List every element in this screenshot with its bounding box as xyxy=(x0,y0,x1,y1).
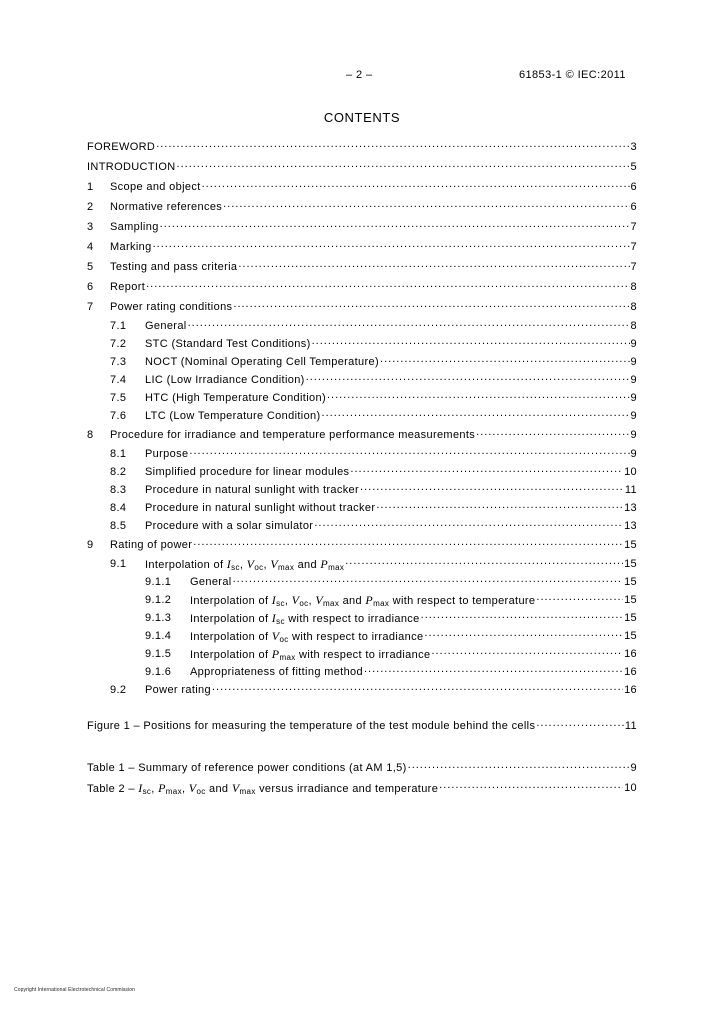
leader-dots xyxy=(153,238,630,250)
toc-entry-title: STC (Standard Test Conditions) xyxy=(145,338,311,350)
leader-dots xyxy=(188,317,630,329)
figure-title: Figure 1 – Positions for measuring the temperature of the test module behind the cells xyxy=(87,720,536,732)
page-title: CONTENTS xyxy=(323,110,401,125)
toc-entry-page: 7 xyxy=(630,261,637,273)
copyright-footer: Copyright International Electrotechnical Commission xyxy=(14,987,135,993)
toc-entry-6[interactable] xyxy=(87,277,637,297)
toc-entry-page: 15 xyxy=(624,612,637,624)
toc-entry-page: 15 xyxy=(624,630,637,642)
leader-dots xyxy=(312,335,630,347)
toc-entry-number: 8.3 xyxy=(110,484,127,496)
toc-entry-title: Report xyxy=(110,281,146,293)
toc-entry-page: 15 xyxy=(624,558,637,570)
leader-dots xyxy=(424,627,623,639)
toc-entry-8-5[interactable] xyxy=(87,517,637,535)
leader-dots xyxy=(380,353,630,365)
leader-dots xyxy=(193,536,623,548)
leader-dots xyxy=(306,371,630,383)
toc-entry-page: 9 xyxy=(630,374,637,386)
toc-entry-number: 7 xyxy=(87,301,94,313)
toc-entry-title: NOCT (Nominal Operating Cell Temperature) xyxy=(145,356,380,368)
toc-entry-page: 9 xyxy=(630,338,637,350)
leader-dots xyxy=(146,278,629,290)
toc-entry-number: 7.4 xyxy=(110,374,127,386)
toc-entry-9-2[interactable] xyxy=(87,681,637,699)
toc-entry-4[interactable] xyxy=(87,237,637,257)
leader-dots xyxy=(327,389,630,401)
leader-dots xyxy=(212,681,623,693)
toc-entry-7-4[interactable] xyxy=(87,371,637,389)
toc-entry-9[interactable] xyxy=(87,535,637,555)
leader-dots xyxy=(536,717,624,729)
toc-entry-number: 8.5 xyxy=(110,520,127,532)
toc-entry-9-1-6[interactable] xyxy=(87,663,637,681)
toc-entry-number: 7.6 xyxy=(110,410,127,422)
toc-entry-page: 8 xyxy=(630,281,637,293)
leader-dots xyxy=(322,407,630,419)
toc-entry-title: General xyxy=(145,320,187,332)
toc-entry-title: General xyxy=(190,576,232,588)
toc-entry-number: 9.2 xyxy=(110,684,127,696)
toc-entry-7-6[interactable] xyxy=(87,407,637,425)
toc-entry-number: 9.1.1 xyxy=(145,576,172,588)
toc-entry-number: 8 xyxy=(87,429,94,441)
toc-entry-page: 9 xyxy=(630,448,637,460)
standard-identifier: 61853-1 © IEC:2011 xyxy=(519,69,626,81)
toc-entry-number: 8.2 xyxy=(110,466,127,478)
toc-entry-number: 9.1.4 xyxy=(145,630,172,642)
toc-entry-number: 1 xyxy=(87,181,94,193)
toc-entry-number: 7.5 xyxy=(110,392,127,404)
toc-entry-page: 13 xyxy=(624,502,637,514)
toc-entry-page: 11 xyxy=(624,484,637,496)
toc-entry-introduction[interactable] xyxy=(87,157,637,177)
toc-entry-page: 3 xyxy=(630,141,637,153)
toc-entry-page: 13 xyxy=(624,520,637,532)
toc-entry-number: 9 xyxy=(87,539,94,551)
toc-entry-8-2[interactable] xyxy=(87,463,637,481)
toc-entry-title: Rating of power xyxy=(110,539,193,551)
toc-entry-title: FOREWORD xyxy=(87,141,156,153)
toc-entry-title: Power rating xyxy=(145,684,211,696)
toc-entry-number: 7.1 xyxy=(110,320,127,332)
toc-entry-number: 9.1.3 xyxy=(145,612,172,624)
toc-entry-title: Procedure for irradiance and temperature performance measurements xyxy=(110,429,476,441)
leader-dots xyxy=(233,573,623,585)
toc-entry-9-1-2[interactable] xyxy=(87,591,637,609)
toc-entry-9-1-4[interactable] xyxy=(87,627,637,645)
table-of-contents xyxy=(87,137,637,798)
toc-entry-title: Appropriateness of fitting method xyxy=(190,666,363,678)
toc-entry-number: 6 xyxy=(87,281,94,293)
toc-entry-9-1-1[interactable] xyxy=(87,573,637,591)
leader-dots xyxy=(189,445,629,457)
toc-entry-number: 8.4 xyxy=(110,502,127,514)
toc-entry-page: 8 xyxy=(630,320,637,332)
toc-entry-page: 16 xyxy=(624,648,637,660)
toc-entry-title: Scope and object xyxy=(110,181,201,193)
table-page: 10 xyxy=(624,782,637,794)
toc-entry-title: Simplified procedure for linear modules xyxy=(145,466,350,478)
leader-dots xyxy=(314,517,623,529)
toc-entry-number: 7.2 xyxy=(110,338,127,350)
toc-entry-number: 2 xyxy=(87,201,94,213)
toc-table-1[interactable] xyxy=(87,758,637,778)
toc-entry-9-1[interactable] xyxy=(87,555,637,573)
leader-dots xyxy=(376,499,623,511)
leader-dots xyxy=(364,663,623,675)
leader-dots xyxy=(408,759,630,771)
toc-entry-2[interactable] xyxy=(87,197,637,217)
toc-entry-7[interactable] xyxy=(87,297,637,317)
toc-entry-number: 9.1.6 xyxy=(145,666,172,678)
spacer xyxy=(87,699,637,716)
toc-entry-title: Sampling xyxy=(110,221,159,233)
toc-entry-foreword[interactable] xyxy=(87,137,637,157)
toc-entry-title: Marking xyxy=(110,241,152,253)
toc-entry-7-5[interactable] xyxy=(87,389,637,407)
toc-entry-page: 9 xyxy=(630,429,637,441)
toc-entry-title: INTRODUCTION xyxy=(87,161,176,173)
table-title: Table $2 - I_{sc}$, $P_{max}$, $V_{oc}$ and $V_{max}$ versus irradiance and temperature xyxy=(87,780,439,796)
toc-entry-title: Purpose xyxy=(145,448,189,460)
toc-entry-title: Interpolation of $V_{oc}$ with respect to irradiance xyxy=(190,628,424,644)
toc-entry-7-3[interactable] xyxy=(87,353,637,371)
toc-entry-page: 6 xyxy=(630,201,637,213)
leader-dots xyxy=(345,555,623,567)
toc-entry-page: 10 xyxy=(624,466,637,478)
spacer xyxy=(87,736,637,758)
leader-dots xyxy=(233,298,629,310)
leader-dots xyxy=(360,481,624,493)
leader-dots xyxy=(439,779,623,791)
toc-entry-5[interactable] xyxy=(87,257,637,277)
figure-page: 11 xyxy=(624,720,637,732)
toc-entry-page: 16 xyxy=(624,666,637,678)
toc-entry-title: Procedure with a solar simulator xyxy=(145,520,314,532)
toc-entry-number: 9.1.2 xyxy=(145,594,172,606)
toc-entry-title: Procedure in natural sunlight without tracker xyxy=(145,502,376,514)
page-header xyxy=(0,69,724,85)
page-number: – 2 – xyxy=(346,69,373,81)
toc-entry-title: Testing and pass criteria xyxy=(110,261,238,273)
toc-entry-number: 4 xyxy=(87,241,94,253)
toc-entry-page: 7 xyxy=(630,241,637,253)
toc-entry-title: LTC (Low Temperature Condition) xyxy=(145,410,321,422)
toc-entry-page: 16 xyxy=(624,684,637,696)
toc-entry-page: 15 xyxy=(624,576,637,588)
toc-entry-8[interactable] xyxy=(87,425,637,445)
toc-entry-7-1[interactable] xyxy=(87,317,637,335)
leader-dots xyxy=(238,258,629,270)
leader-dots xyxy=(350,463,623,475)
toc-entry-page: 9 xyxy=(630,356,637,368)
toc-entry-3[interactable] xyxy=(87,217,637,237)
toc-entry-8-3[interactable] xyxy=(87,481,637,499)
toc-entry-title: LIC (Low Irradiance Condition) xyxy=(145,374,305,386)
toc-entry-number: 9.1.5 xyxy=(145,648,172,660)
toc-entry-number: 3 xyxy=(87,221,94,233)
toc-entry-title: Interpolation of $I_{sc}$, $V_{oc}$, $V_{max}$ and $P_{max}$ xyxy=(145,556,345,572)
toc-entry-number: 9.1 xyxy=(110,558,127,570)
leader-dots xyxy=(177,158,630,170)
toc-entry-page: 7 xyxy=(630,221,637,233)
table-page: 9 xyxy=(630,762,637,774)
toc-entry-number: 5 xyxy=(87,261,94,273)
leader-dots xyxy=(223,198,629,210)
toc-entry-9-1-5[interactable] xyxy=(87,645,637,663)
toc-entry-7-2[interactable] xyxy=(87,335,637,353)
leader-dots xyxy=(156,138,629,150)
toc-entry-8-1[interactable] xyxy=(87,445,637,463)
toc-entry-page: 5 xyxy=(630,161,637,173)
toc-entry-page: 15 xyxy=(624,594,637,606)
leader-dots xyxy=(476,426,629,438)
leader-dots xyxy=(160,218,630,230)
leader-dots xyxy=(202,178,630,190)
toc-entry-title: HTC (High Temperature Condition) xyxy=(145,392,326,404)
toc-entry-title: Interpolation of $P_{max}$ with respect to irradiance xyxy=(190,646,431,662)
leader-dots xyxy=(421,609,623,621)
toc-entry-page: 9 xyxy=(630,392,637,404)
toc-entry-1[interactable] xyxy=(87,177,637,197)
toc-table-2[interactable] xyxy=(87,778,637,798)
toc-entry-page: 15 xyxy=(624,539,637,551)
toc-entry-page: 6 xyxy=(630,181,637,193)
leader-dots xyxy=(536,591,623,603)
table-title: Table 1 – Summary of reference power conditions (at AM 1,5) xyxy=(87,762,407,774)
toc-entry-8-4[interactable] xyxy=(87,499,637,517)
toc-entry-page: 9 xyxy=(630,410,637,422)
toc-entry-title: Interpolation of $I_{sc}$ with respect to irradiance xyxy=(190,610,420,626)
toc-entry-title: Interpolation of $I_{sc}$, $V_{oc}$, $V_{max}$ and $P_{max}$ with respect to temperature xyxy=(190,592,536,608)
toc-entry-title: Power rating conditions xyxy=(110,301,233,313)
toc-entry-title: Procedure in natural sunlight with tracker xyxy=(145,484,360,496)
toc-entry-number: 7.3 xyxy=(110,356,127,368)
toc-entry-number: 8.1 xyxy=(110,448,127,460)
toc-entry-title: Normative references xyxy=(110,201,223,213)
leader-dots xyxy=(431,645,623,657)
toc-figure-1[interactable] xyxy=(87,716,637,736)
toc-entry-9-1-3[interactable] xyxy=(87,609,637,627)
toc-entry-page: 8 xyxy=(630,301,637,313)
